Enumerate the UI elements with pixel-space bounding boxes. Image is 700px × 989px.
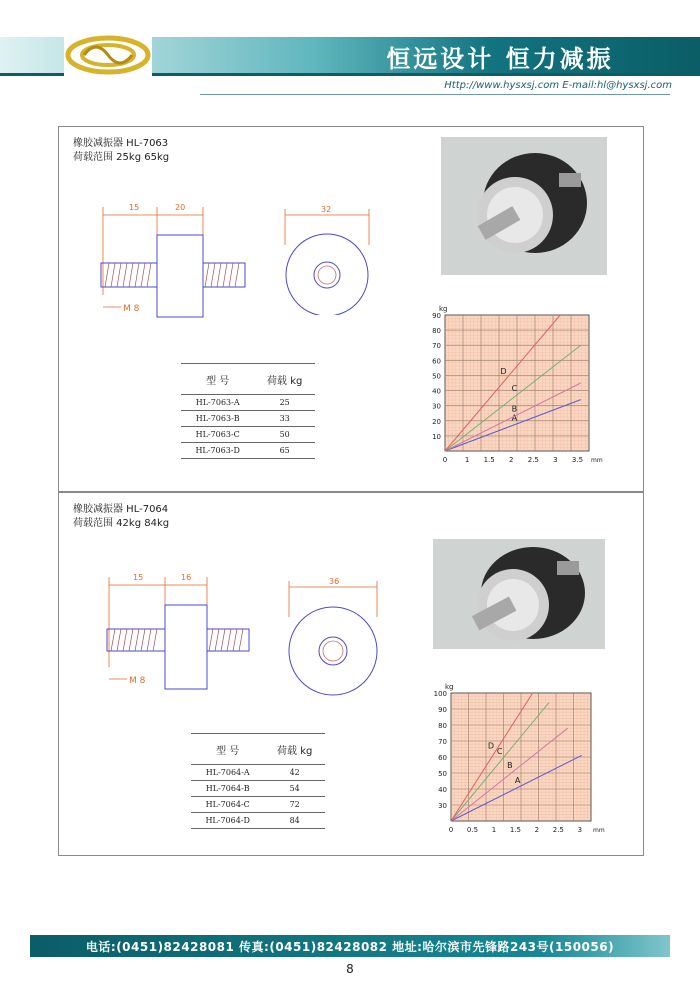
front-view-drawing — [281, 205, 381, 315]
load-range: 荷载范围 25kg 65kg — [73, 152, 170, 163]
load-deflection-chart — [411, 299, 611, 479]
x-tick-label: 3 — [577, 826, 583, 834]
y-tick-label: 60 — [438, 754, 447, 762]
x-tick-label: 2 — [534, 826, 540, 834]
x-tick-label: 3.5 — [571, 456, 584, 464]
x-tick-label: 0 — [448, 826, 454, 834]
header-title: 恒远设计 恒力减振 — [386, 44, 614, 73]
series-label-A: A — [511, 413, 518, 423]
series-label-A: A — [514, 775, 521, 785]
y-tick-label: 80 — [432, 327, 441, 336]
x-tick-label: 0 — [442, 456, 448, 464]
y-tick-label: 100 — [433, 690, 447, 698]
dim-15: 15 — [133, 573, 144, 582]
y-tick-label: 50 — [432, 372, 441, 381]
y-tick-label: 60 — [432, 357, 441, 366]
table-row: HL-7063-B 33 — [181, 411, 315, 427]
spec-table — [191, 733, 325, 829]
dim-16: 16 — [181, 573, 192, 582]
y-tick-label: 20 — [432, 417, 441, 426]
thread-label: M 8 — [123, 304, 140, 314]
product-photo — [441, 137, 607, 275]
y-axis-label: kg — [439, 305, 448, 313]
y-tick-label: 70 — [432, 342, 441, 351]
series-label-B: B — [507, 760, 513, 770]
x-tick-label: 2.5 — [527, 456, 539, 464]
y-tick-label: 80 — [438, 722, 447, 730]
table-row: HL-7063-C 50 — [181, 427, 315, 443]
x-axis-label: mm — [593, 827, 605, 834]
y-axis-label: kg — [445, 683, 454, 691]
x-tick-label: 1.5 — [509, 826, 521, 834]
product-section-hl7063 — [58, 126, 644, 492]
x-tick-label: 2 — [509, 456, 514, 464]
y-tick-label: 40 — [432, 387, 441, 396]
page-number: 8 — [346, 962, 354, 976]
dim-diameter: 36 — [329, 577, 340, 586]
table-row: HL-7064-B 54 — [191, 781, 325, 797]
product-name: 橡胶减振器 HL-7063 — [73, 138, 169, 149]
x-tick-label: 2.5 — [552, 826, 564, 834]
series-label-B: B — [511, 404, 518, 414]
side-view-drawing — [95, 569, 275, 699]
col-header-load: 荷载 kg — [264, 734, 325, 765]
spec-table — [181, 363, 315, 459]
y-tick-label: 30 — [438, 802, 447, 810]
y-tick-label: 70 — [438, 738, 447, 746]
table-row: HL-7063-D 65 — [181, 443, 315, 459]
y-tick-label: 50 — [438, 770, 447, 778]
x-tick-label: 1 — [464, 456, 470, 464]
col-header-model: 型 号 — [181, 364, 254, 395]
dim-diameter: 32 — [321, 205, 332, 214]
y-tick-label: 30 — [432, 402, 441, 411]
y-tick-label: 90 — [432, 312, 441, 320]
load-deflection-chart — [417, 677, 613, 849]
product-name: 橡胶减振器 HL-7064 — [73, 504, 169, 515]
y-tick-label: 90 — [438, 706, 447, 714]
table-row: HL-7064-C 72 — [191, 797, 325, 813]
y-tick-label: 10 — [432, 432, 441, 441]
series-label-C: C — [496, 746, 503, 756]
x-tick-label: 1.5 — [483, 456, 495, 464]
front-view-drawing — [285, 577, 395, 697]
thread-label: M 8 — [129, 676, 146, 686]
y-tick-label: 40 — [438, 786, 447, 794]
x-tick-label: 3 — [553, 456, 558, 464]
series-label-D: D — [487, 741, 495, 751]
footer-contact: 电话:(0451)82428081 传真:(0451)82428082 地址:哈尔滨市先锋路243号(150056) — [85, 939, 615, 954]
header-rule — [200, 94, 670, 95]
dim-20: 20 — [175, 203, 186, 212]
x-tick-label: 0.5 — [466, 826, 479, 834]
product-section-hl7064 — [58, 492, 644, 856]
dim-15: 15 — [129, 203, 140, 212]
logo — [64, 33, 152, 77]
product-photo — [433, 539, 605, 649]
header-contact: Http://www.hysxsj.com E-mail:hl@hysxsj.com — [444, 80, 672, 91]
table-row: HL-7064-D 84 — [191, 813, 325, 829]
table-row: HL-7064-A 42 — [191, 765, 325, 781]
x-axis-label: mm — [591, 457, 603, 464]
series-label-D: D — [500, 367, 507, 377]
table-row: HL-7063-A 25 — [181, 395, 315, 411]
col-header-load: 荷载 kg — [254, 364, 315, 395]
x-tick-label: 1 — [491, 826, 497, 834]
side-view-drawing — [89, 197, 269, 327]
load-range: 荷载范围 42kg 84kg — [73, 518, 170, 529]
col-header-model: 型 号 — [191, 734, 264, 765]
series-label-C: C — [511, 383, 518, 393]
